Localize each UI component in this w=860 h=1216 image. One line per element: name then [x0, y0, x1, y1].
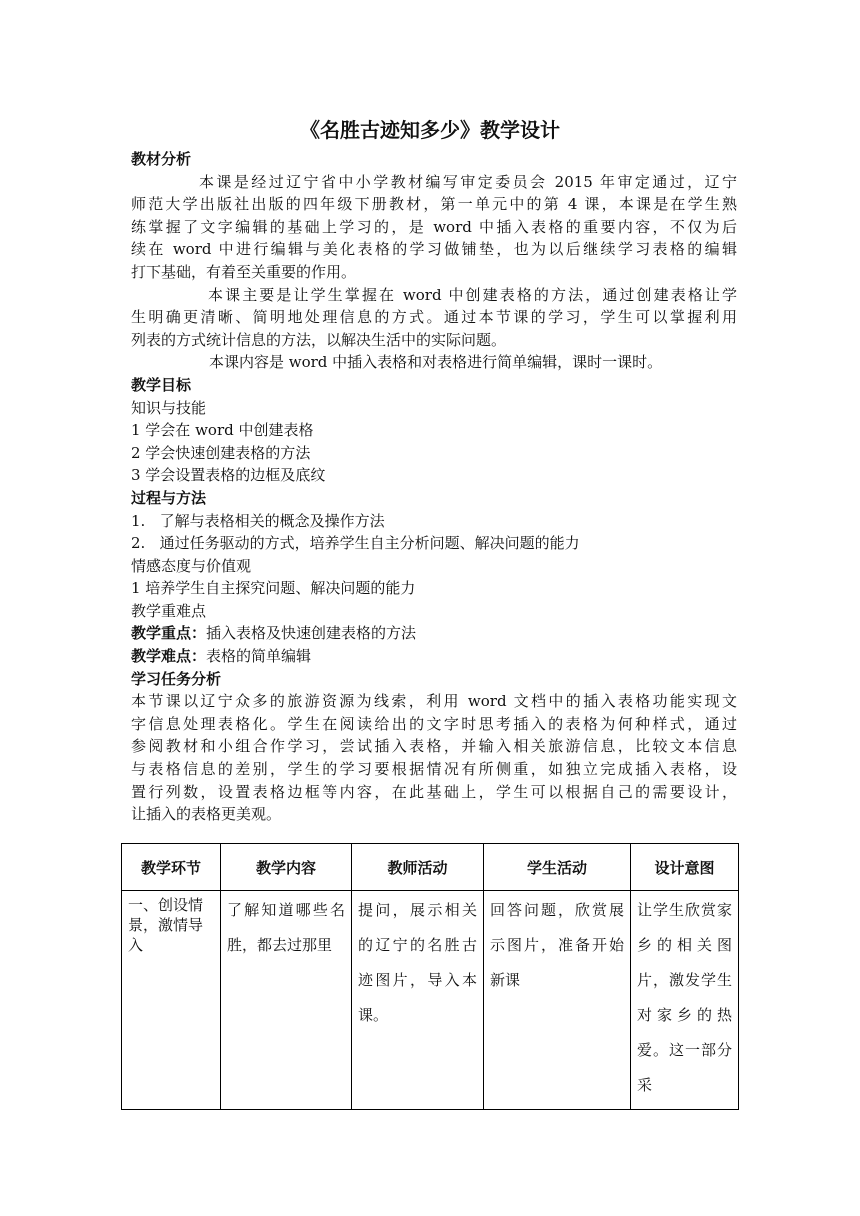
key-point-text: 插入表格及快速创建表格的方法 [206, 624, 417, 643]
table-cell-teacher: 提问，展示相关的辽宁的名胜古迹图片，导入本课。 [352, 891, 484, 1110]
paragraph-line: 续在 word 中进行编辑与美化表格的学习做铺垫，也为以后继续学习表格的编辑 [131, 240, 737, 259]
lesson-plan-table [121, 843, 739, 1110]
paragraph-line: 与表格信息的差别，学生的学习要根据情况有所侧重，如独立完成插入表格，设 [131, 760, 737, 779]
key-point-line [131, 622, 737, 645]
table-header-student: 学生活动 [484, 844, 631, 891]
paragraph-line: 让插入的表格更美观。 [131, 805, 282, 824]
paragraph-line: 参阅教材和小组合作学习，尝试插入表格，并输入相关旅游信息，比较文本信息 [131, 737, 737, 756]
paragraph-line: 本课是经过辽宁省中小学教材编写审定委员会 2015 年审定通过，辽宁 [199, 172, 737, 191]
document-body [131, 148, 737, 826]
paragraph-line: 本课内容是 word 中插入表格和对表格进行简单编辑，课时一课时。 [209, 353, 663, 372]
paragraph-line: 列表的方式统计信息的方法，以解决生活中的实际问题。 [131, 330, 507, 349]
section-heading-goals: 教学目标 [131, 375, 192, 394]
paragraph-line: 练掌握了文字编辑的基础上学习的，是 word 中插入表格的重要内容，不仅为后 [131, 217, 737, 236]
subheading-attitude: 情感态度与价值观 [131, 556, 252, 575]
table-cell-stage: 一、创设情景，激情导入 [122, 891, 221, 1110]
paragraph-line: 置行列数，设置表格边框等内容，在此基础上，学生可以根据自己的需要设计， [131, 782, 737, 801]
section-heading-analysis: 教材分析 [131, 150, 192, 168]
difficulty-text: 表格的简单编辑 [206, 647, 312, 666]
paragraph-line: 本课主要是让学生掌握在 word 中创建表格的方法，通过创建表格让学 [208, 285, 737, 304]
list-item: 1. 了解与表格相关的概念及操作方法 [131, 511, 385, 530]
difficulty-line [131, 645, 737, 668]
subheading-knowledge: 知识与技能 [131, 398, 207, 417]
subheading-keypoints: 教学重难点 [131, 601, 207, 620]
paragraph-line: 打下基础，有着至关重要的作用。 [131, 262, 357, 281]
table-header-intent: 设计意图 [631, 844, 739, 891]
table-row [122, 891, 739, 1110]
section-heading-task: 学习任务分析 [131, 669, 222, 688]
table-header-stage: 教学环节 [122, 844, 221, 891]
list-item: 1 培养学生自主探究问题、解决问题的能力 [131, 579, 416, 598]
list-item: 2 学会快速创建表格的方法 [131, 443, 311, 462]
table-cell-intent: 让学生欣赏家乡的相关图片，激发学生对家乡的热爱。这一部分采 [631, 891, 739, 1110]
paragraph-line: 生明确更清晰、简明地处理信息的方式。通过本节课的学习，学生可以掌握利用 [131, 308, 737, 327]
table-cell-student: 回答问题，欣赏展示图片，准备开始新课 [484, 891, 631, 1110]
document-title: 《名胜古迹知多少》教学设计 [300, 118, 560, 142]
table-header-teacher: 教师活动 [352, 844, 484, 891]
list-item: 3 学会设置表格的边框及底纹 [131, 466, 326, 485]
paragraph-line: 本节课以辽宁众多的旅游资源为线索，利用 word 文档中的插入表格功能实现文 [131, 692, 737, 711]
list-item: 1 学会在 word 中创建表格 [131, 421, 314, 440]
key-point-label: 教学重点： [131, 624, 207, 643]
table-cell-content: 了解知道哪些名胜，都去过那里 [221, 891, 352, 1110]
list-item: 2. 通过任务驱动的方式，培养学生自主分析问题、解决问题的能力 [131, 534, 580, 553]
difficulty-label: 教学难点： [131, 647, 207, 666]
section-heading-process: 过程与方法 [131, 488, 207, 507]
table-header-row [122, 844, 739, 891]
paragraph-line: 师范大学出版社出版的四年级下册教材，第一单元中的第 4 课，本课是在学生熟 [131, 195, 737, 214]
table-header-content: 教学内容 [221, 844, 352, 891]
paragraph-line: 字信息处理表格化。学生在阅读给出的文字时思考插入的表格为何种样式，通过 [131, 714, 737, 733]
